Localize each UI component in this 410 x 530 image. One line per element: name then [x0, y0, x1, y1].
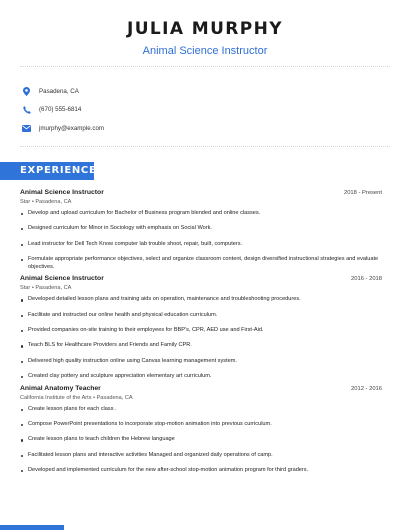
- contact-list: [22, 82, 104, 138]
- bullet-text: Create lesson plans to teach children the Hebrew language: [28, 436, 175, 443]
- job-entry-bullets: [20, 210, 382, 271]
- bullet-dot-icon: [21, 228, 23, 230]
- contact-location-text: Pasadena, CA: [39, 87, 79, 95]
- bullet-item: [20, 421, 382, 429]
- bullet-dot-icon: [21, 299, 23, 301]
- bullet-dot-icon: [21, 259, 23, 261]
- job-entry: [20, 189, 382, 271]
- bullet-dot-icon: [21, 470, 23, 472]
- contact-phone-text[interactable]: (670) 555-6814: [39, 106, 82, 114]
- bullet-item: [20, 210, 382, 218]
- bullet-dot-icon: [21, 376, 23, 378]
- bullet-item: [20, 342, 382, 350]
- job-entry-dates: 2016 - 2018: [351, 276, 382, 283]
- contact-email: [22, 119, 104, 138]
- bullet-text: Developed detailed lesson plans and training aids on operation, maintenance and troubleshooting procedures.: [28, 296, 301, 303]
- experience-list: [20, 189, 382, 482]
- bullet-dot-icon: [21, 455, 23, 457]
- job-entry-bullets: [20, 406, 382, 475]
- bullet-item: [20, 373, 382, 381]
- bullet-text: Provided companies on-site training to their employees for BBP's, CPR, AED use and First-Aid.: [28, 327, 264, 334]
- job-entry-dates: 2012 - 2016: [351, 385, 382, 392]
- bullet-dot-icon: [21, 409, 23, 411]
- bullet-item: [20, 358, 382, 366]
- contact-phone: [22, 101, 104, 120]
- bullet-item: [20, 436, 382, 444]
- bullet-dot-icon: [21, 213, 23, 215]
- job-entry-title: Animal Science Instructor: [20, 275, 104, 283]
- bullet-text: Developed and implemented curriculum for the new after-school stop-motion animation program for third graders.: [28, 466, 309, 473]
- experience-section-heading: EXPERIENCE: [0, 162, 94, 180]
- resume-header: [0, 0, 410, 58]
- bullet-item: [20, 241, 382, 249]
- bullet-item: [20, 256, 382, 272]
- location-pin-icon: [22, 87, 31, 96]
- bullet-item: [20, 312, 382, 320]
- bullet-text: Created clay pottery and sculpture appreciation elementary art curriculum.: [28, 372, 212, 379]
- job-entry-organization: Star • Pasadena, CA: [20, 199, 72, 205]
- bullet-text: Compose PowerPoint presentations to incorporate stop-motion animation into previous curriculum.: [28, 421, 272, 428]
- header-divider: [20, 66, 390, 67]
- bullet-text: Facilitated lesson plans and interactive activities Managed and organized daily operations of camp.: [28, 451, 273, 458]
- bullet-text: Teach BLS for Healthcare Providers and Friends and Family CPR.: [28, 342, 192, 349]
- job-entry: [20, 275, 382, 380]
- job-entry-bullets: [20, 296, 382, 380]
- job-entry: [20, 385, 382, 475]
- contact-location: [22, 82, 104, 101]
- bullet-text: Formulate appropriate performance objectives, select and organize classroom content, design diversified instructional strategies and evaluate objectives.: [28, 255, 379, 270]
- bullet-item: [20, 225, 382, 233]
- bullet-text: Lead instructor for Dell Tech Know computer lab trouble shoot, repair, built, computers.: [28, 240, 243, 247]
- contact-email-text[interactable]: jmurphy@example.com: [39, 124, 105, 132]
- bullet-dot-icon: [21, 330, 23, 332]
- bullet-dot-icon: [21, 424, 23, 426]
- job-entry-dates: 2018 - Present: [343, 190, 382, 196]
- contact-divider: [20, 146, 390, 147]
- bullet-item: [20, 406, 382, 414]
- next-section-heading-bar: [0, 525, 64, 530]
- bullet-text: Create lesson plans for each class .: [28, 405, 117, 412]
- envelope-icon: [22, 124, 31, 133]
- bullet-text: Facilitate and instructed our online health and physical education curriculum.: [28, 311, 218, 318]
- bullet-dot-icon: [21, 315, 23, 317]
- bullet-dot-icon: [21, 439, 23, 441]
- job-entry-organization: California Institute of the Arts • Pasadena, CA: [20, 394, 133, 401]
- bullet-item: [20, 296, 382, 304]
- candidate-name: JULIA MURPHY: [127, 19, 283, 39]
- job-entry-title: Animal Anatomy Teacher: [20, 384, 101, 392]
- job-entry-organization: Star • Pasadena, CA: [20, 285, 72, 292]
- job-entry-title: Animal Science Instructor: [20, 189, 104, 196]
- bullet-item: [20, 467, 382, 475]
- job-title-heading: Animal Science Instructor: [142, 45, 268, 57]
- bullet-item: [20, 452, 382, 460]
- bullet-dot-icon: [21, 244, 23, 246]
- phone-icon: [22, 105, 31, 114]
- bullet-text: Develop and upload curriculum for Bachelor of Business program blended and online classes.: [28, 210, 261, 216]
- bullet-text: Delivered high quality instruction online using Canvas learning management system.: [28, 357, 237, 364]
- bullet-dot-icon: [21, 345, 23, 347]
- bullet-dot-icon: [21, 361, 23, 363]
- bullet-text: Designed curriculum for Minor in Sociology with emphasis on Social Work.: [28, 225, 212, 232]
- bullet-item: [20, 327, 382, 335]
